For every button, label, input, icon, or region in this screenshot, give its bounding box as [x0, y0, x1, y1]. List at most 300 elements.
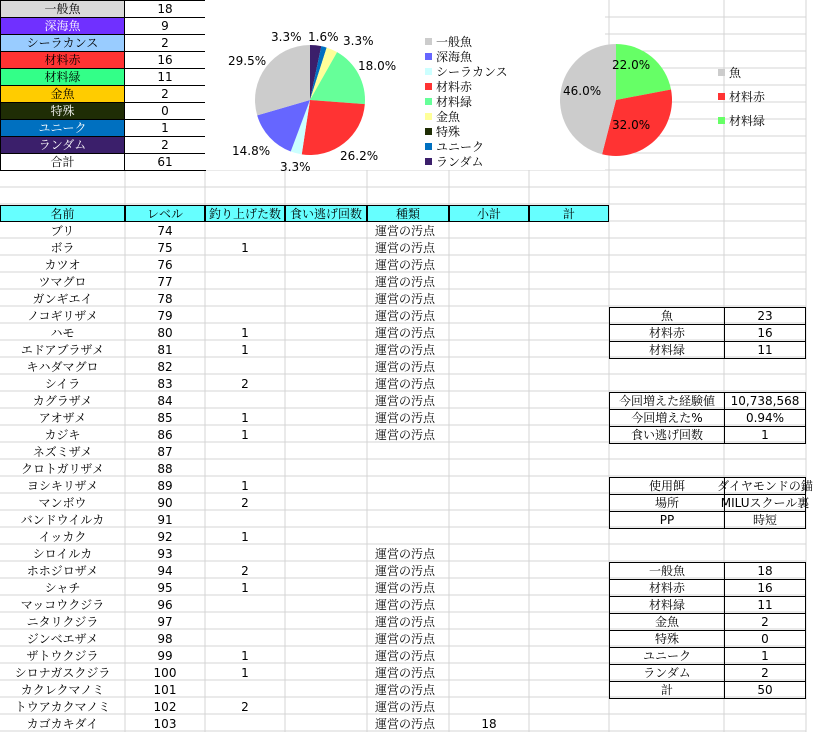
table-cell: 1	[241, 478, 249, 493]
table-cell: 1	[241, 240, 249, 255]
legend-swatch	[718, 69, 725, 76]
legend-label: 材料赤	[436, 80, 473, 94]
summary-value: 0	[124, 102, 206, 120]
table-cell	[367, 511, 449, 528]
table-cell: アオザメ	[38, 411, 87, 425]
table-cell: ザトウクジラ	[26, 649, 99, 663]
pie-percent-label: 14.8%	[232, 144, 271, 158]
right-value: 10,738,568	[724, 392, 806, 410]
right-value: 18	[724, 562, 806, 580]
table-cell: マッコウクジラ	[20, 598, 105, 612]
table-cell	[449, 579, 529, 596]
table-cell	[285, 596, 367, 613]
table-cell: 運営の汚点	[375, 360, 436, 374]
table-cell	[449, 392, 529, 409]
table-cell	[529, 392, 609, 409]
summary-label: 材料緑	[0, 68, 125, 86]
legend-swatch	[425, 38, 432, 45]
table-header: 小計	[449, 205, 529, 222]
table-cell: ボラ	[50, 241, 75, 255]
summary-label: ランダム	[0, 136, 125, 154]
table-cell	[529, 222, 609, 239]
table-cell: 75	[157, 240, 173, 255]
table-cell	[205, 358, 285, 375]
legend-label: 材料緑	[729, 114, 766, 128]
table-cell	[529, 647, 609, 664]
right-label: 金魚	[609, 613, 725, 631]
table-cell: ノコギリザメ	[27, 309, 98, 323]
table-cell: カジキ	[44, 428, 81, 442]
table-cell	[529, 324, 609, 341]
table-cell	[205, 392, 285, 409]
table-cell	[529, 460, 609, 477]
right-label: 一般魚	[609, 562, 725, 580]
right-value: 時短	[724, 511, 806, 529]
table-cell: イッカク	[38, 530, 87, 544]
table-cell: 1	[241, 665, 249, 680]
legend-label: 深海魚	[436, 50, 473, 64]
right-value: 0	[724, 630, 806, 648]
right-label: 材料緑	[609, 596, 725, 614]
table-cell	[529, 596, 609, 613]
table-cell	[449, 613, 529, 630]
right-label: ユニーク	[609, 647, 725, 665]
table-cell: カゴカキダイ	[26, 717, 99, 731]
table-cell: 運営の汚点	[375, 683, 436, 697]
table-cell: 100	[153, 665, 177, 680]
table-cell	[285, 426, 367, 443]
right-value: 16	[724, 579, 806, 597]
right-label: PP	[609, 511, 725, 529]
table-cell	[285, 630, 367, 647]
table-cell	[449, 426, 529, 443]
table-cell	[285, 579, 367, 596]
pie-percent-label: 18.0%	[358, 59, 397, 73]
table-cell: 運営の汚点	[375, 377, 436, 391]
table-cell: 運営の汚点	[375, 275, 436, 289]
pie-percent-label: 46.0%	[563, 84, 602, 98]
table-cell: 92	[157, 529, 173, 544]
table-cell: 89	[157, 478, 173, 493]
table-cell	[529, 613, 609, 630]
table-cell	[529, 443, 609, 460]
right-value: 11	[724, 341, 806, 359]
table-cell: 1	[241, 580, 249, 595]
table-cell: 84	[157, 393, 173, 408]
table-cell: 90	[157, 495, 173, 510]
table-cell	[529, 681, 609, 698]
table-cell	[285, 375, 367, 392]
table-cell	[529, 579, 609, 596]
legend-item	[425, 80, 472, 93]
table-cell: キハダマグロ	[26, 360, 99, 374]
table-cell: エドアブラザメ	[20, 343, 105, 357]
table-cell: 2	[241, 563, 249, 578]
table-cell: 99	[157, 648, 173, 663]
table-cell	[529, 511, 609, 528]
summary-label: 金魚	[0, 85, 125, 103]
table-cell: 88	[157, 461, 173, 476]
summary-label: 特殊	[0, 102, 125, 120]
pie-slice	[302, 100, 365, 155]
legend-item	[425, 50, 472, 63]
table-cell	[529, 375, 609, 392]
table-cell	[449, 256, 529, 273]
table-header: 名前	[0, 205, 125, 222]
pie-percent-label: 3.3%	[343, 34, 374, 48]
pie-percent-label: 3.3%	[271, 30, 302, 44]
table-cell: 運営の汚点	[375, 581, 436, 595]
table-cell: 2	[241, 699, 249, 714]
table-cell: 98	[157, 631, 173, 646]
table-cell: バンドウイルカ	[20, 513, 105, 527]
right-label: ランダム	[609, 664, 725, 682]
pie-percent-label: 26.2%	[340, 149, 379, 163]
table-cell: シロイルカ	[32, 547, 93, 561]
legend-label: ユニーク	[436, 140, 485, 154]
table-cell	[285, 477, 367, 494]
table-cell: シャチ	[44, 581, 81, 595]
table-cell	[205, 511, 285, 528]
legend-label: 材料緑	[436, 95, 473, 109]
summary-value: 1	[124, 119, 206, 137]
right-label: 計	[609, 681, 725, 699]
table-cell: 82	[157, 359, 173, 374]
summary-label: シーラカンス	[0, 34, 125, 52]
pie-percent-label: 22.0%	[612, 58, 651, 72]
table-cell	[285, 698, 367, 715]
table-cell	[449, 341, 529, 358]
table-cell	[449, 681, 529, 698]
legend-item	[718, 66, 741, 79]
legend-label: 魚	[729, 66, 742, 80]
table-cell: 74	[157, 223, 173, 238]
table-cell: 運営の汚点	[375, 309, 436, 323]
table-cell	[205, 630, 285, 647]
right-value: 1	[724, 647, 806, 665]
table-cell	[449, 494, 529, 511]
table-cell	[529, 358, 609, 375]
right-value: 11	[724, 596, 806, 614]
table-cell: 93	[157, 546, 173, 561]
legend-item	[425, 65, 508, 78]
table-cell	[205, 307, 285, 324]
pie-percent-label: 32.0%	[612, 118, 651, 132]
table-cell: 1	[241, 325, 249, 340]
right-label: 場所	[609, 494, 725, 512]
legend-swatch	[425, 68, 432, 75]
table-cell: 運営の汚点	[375, 343, 436, 357]
table-cell	[285, 460, 367, 477]
table-cell: 79	[157, 308, 173, 323]
table-cell	[285, 443, 367, 460]
table-cell	[285, 511, 367, 528]
table-cell: 97	[157, 614, 173, 629]
legend-swatch	[718, 117, 725, 124]
table-cell: シイラ	[44, 377, 81, 391]
summary-label: 一般魚	[0, 0, 125, 18]
table-cell	[449, 698, 529, 715]
table-cell	[285, 273, 367, 290]
table-cell: カクレクマノミ	[20, 683, 105, 697]
table-cell	[529, 256, 609, 273]
summary-value: 16	[124, 51, 206, 69]
table-cell	[367, 528, 449, 545]
right-label: 材料赤	[609, 324, 725, 342]
table-cell	[449, 630, 529, 647]
legend-label: 一般魚	[436, 35, 473, 49]
table-cell	[449, 358, 529, 375]
legend-item	[425, 95, 472, 108]
summary-value: 9	[124, 17, 206, 35]
table-cell: ジンベエザメ	[26, 632, 99, 646]
table-cell: 運営の汚点	[375, 292, 436, 306]
legend-item	[425, 155, 484, 168]
legend-label: 金魚	[436, 110, 461, 124]
legend-swatch	[425, 113, 432, 120]
table-cell: 77	[157, 274, 173, 289]
table-cell: 運営の汚点	[375, 564, 436, 578]
right-label: 特殊	[609, 630, 725, 648]
table-header: レベル	[125, 205, 205, 222]
table-cell: 103	[153, 716, 177, 731]
table-cell	[529, 494, 609, 511]
table-cell: カグラザメ	[32, 394, 93, 408]
table-cell: 1	[241, 529, 249, 544]
table-cell	[449, 273, 529, 290]
table-cell	[285, 256, 367, 273]
table-cell	[205, 545, 285, 562]
summary-value: 18	[124, 0, 206, 18]
table-cell	[285, 290, 367, 307]
table-cell: 80	[157, 325, 173, 340]
table-cell	[285, 392, 367, 409]
table-cell	[449, 409, 529, 426]
table-cell: 83	[157, 376, 173, 391]
table-cell	[529, 341, 609, 358]
table-cell: 76	[157, 257, 173, 272]
table-cell	[529, 426, 609, 443]
legend-swatch	[718, 93, 725, 100]
table-cell	[285, 664, 367, 681]
table-cell: 87	[157, 444, 173, 459]
summary-value: 11	[124, 68, 206, 86]
table-cell: カツオ	[44, 258, 81, 272]
table-cell	[285, 681, 367, 698]
table-cell: 81	[157, 342, 173, 357]
right-value: 0.94%	[724, 409, 806, 427]
table-cell	[449, 528, 529, 545]
summary-value: 2	[124, 34, 206, 52]
table-cell: 102	[153, 699, 177, 714]
table-cell	[285, 494, 367, 511]
pie-percent-label: 1.6%	[308, 30, 339, 44]
legend-item	[425, 125, 460, 138]
table-cell	[285, 324, 367, 341]
table-cell	[529, 715, 609, 732]
legend-item	[425, 35, 472, 48]
right-value: 2	[724, 664, 806, 682]
table-cell: ニタリクジラ	[26, 615, 99, 629]
table-cell: 96	[157, 597, 173, 612]
table-cell	[205, 460, 285, 477]
table-cell	[285, 222, 367, 239]
table-cell	[449, 290, 529, 307]
table-cell	[205, 613, 285, 630]
table-cell	[205, 273, 285, 290]
table-cell	[529, 477, 609, 494]
table-cell: ヨシキリザメ	[26, 479, 99, 493]
right-label: 食い逃げ回数	[609, 426, 725, 444]
table-cell	[285, 307, 367, 324]
table-cell: 運営の汚点	[375, 224, 436, 238]
summary-label: 深海魚	[0, 17, 125, 35]
table-cell: トウアカクマノミ	[14, 700, 111, 714]
legend-label: ランダム	[436, 155, 484, 169]
table-cell	[205, 256, 285, 273]
right-label: 材料緑	[609, 341, 725, 359]
table-cell: 1	[241, 427, 249, 442]
summary-value: 2	[124, 85, 206, 103]
table-cell	[367, 443, 449, 460]
right-label: 今回増えた経験値	[609, 392, 725, 410]
table-cell	[529, 307, 609, 324]
table-cell	[449, 375, 529, 392]
table-cell	[529, 239, 609, 256]
table-cell: 運営の汚点	[375, 649, 436, 663]
table-cell: ホホジロザメ	[26, 564, 99, 578]
summary-label: ユニーク	[0, 119, 125, 137]
table-cell	[529, 698, 609, 715]
table-header: 種類	[367, 205, 449, 222]
table-cell	[529, 290, 609, 307]
table-cell: 運営の汚点	[375, 411, 436, 425]
table-cell	[449, 562, 529, 579]
summary-label: 合計	[0, 153, 125, 171]
legend-swatch	[425, 98, 432, 105]
table-cell	[285, 358, 367, 375]
table-cell	[205, 290, 285, 307]
table-cell: 95	[157, 580, 173, 595]
table-cell	[285, 715, 367, 732]
summary-value: 2	[124, 136, 206, 154]
table-cell: 運営の汚点	[375, 717, 436, 731]
table-cell: 1	[241, 410, 249, 425]
table-cell: 運営の汚点	[375, 428, 436, 442]
table-cell	[449, 664, 529, 681]
summary-label: 材料赤	[0, 51, 125, 69]
right-value: 16	[724, 324, 806, 342]
table-cell: 運営の汚点	[375, 632, 436, 646]
table-cell: 運営の汚点	[375, 666, 436, 680]
table-header: 釣り上げた数	[205, 205, 285, 222]
table-cell	[529, 409, 609, 426]
table-cell	[449, 596, 529, 613]
table-cell: ネズミザメ	[32, 445, 93, 459]
legend-item	[718, 90, 765, 103]
summary-value: 61	[124, 153, 206, 171]
table-cell: 2	[241, 376, 249, 391]
table-cell	[529, 545, 609, 562]
table-cell: 運営の汚点	[375, 700, 436, 714]
table-cell: 運営の汚点	[375, 547, 436, 561]
table-cell	[449, 460, 529, 477]
category-pie-chart	[255, 45, 365, 155]
table-cell: 18	[481, 716, 497, 731]
legend-label: 材料赤	[729, 90, 766, 104]
table-cell	[449, 239, 529, 256]
table-cell	[205, 222, 285, 239]
table-cell	[285, 562, 367, 579]
table-cell: 78	[157, 291, 173, 306]
table-cell	[285, 545, 367, 562]
table-cell: 運営の汚点	[375, 326, 436, 340]
right-value: MILUスクール裏	[720, 496, 810, 510]
table-cell: 101	[153, 682, 177, 697]
table-cell	[205, 681, 285, 698]
legend-label: シーラカンス	[436, 65, 508, 79]
table-cell: 86	[157, 427, 173, 442]
table-cell	[285, 647, 367, 664]
legend-swatch	[425, 158, 432, 165]
table-cell	[449, 511, 529, 528]
table-header: 計	[529, 205, 609, 222]
table-cell	[449, 307, 529, 324]
table-cell	[205, 715, 285, 732]
table-cell	[285, 613, 367, 630]
table-cell	[285, 239, 367, 256]
table-cell	[529, 562, 609, 579]
table-cell: 1	[241, 342, 249, 357]
right-label: 魚	[609, 307, 725, 325]
table-cell: シロナガスクジラ	[14, 666, 111, 680]
table-cell	[285, 528, 367, 545]
table-cell: 94	[157, 563, 173, 578]
legend-swatch	[425, 128, 432, 135]
table-cell	[449, 443, 529, 460]
table-cell	[285, 409, 367, 426]
table-cell: 運営の汚点	[375, 241, 436, 255]
table-cell: 運営の汚点	[375, 394, 436, 408]
right-value: 23	[724, 307, 806, 325]
legend-swatch	[425, 53, 432, 60]
table-cell	[205, 443, 285, 460]
legend-swatch	[425, 83, 432, 90]
table-cell: 1	[241, 648, 249, 663]
right-value: 2	[724, 613, 806, 631]
legend-item	[425, 110, 460, 123]
table-cell: マンボウ	[38, 496, 87, 510]
right-value: ダイヤモンドの錨	[717, 479, 813, 493]
table-cell: 運営の汚点	[375, 258, 436, 272]
table-cell: 運営の汚点	[375, 598, 436, 612]
legend-label: 特殊	[436, 125, 461, 139]
right-label: 使用餌	[609, 477, 725, 495]
table-cell: クロトガリザメ	[21, 462, 104, 476]
table-cell: 2	[241, 495, 249, 510]
table-cell	[367, 494, 449, 511]
table-cell	[529, 528, 609, 545]
right-value: 1	[724, 426, 806, 444]
legend-item	[718, 114, 765, 127]
table-cell	[367, 460, 449, 477]
right-value: 50	[724, 681, 806, 699]
table-cell	[205, 596, 285, 613]
table-cell: 91	[157, 512, 173, 527]
table-cell	[529, 630, 609, 647]
table-cell	[449, 545, 529, 562]
table-cell	[529, 664, 609, 681]
